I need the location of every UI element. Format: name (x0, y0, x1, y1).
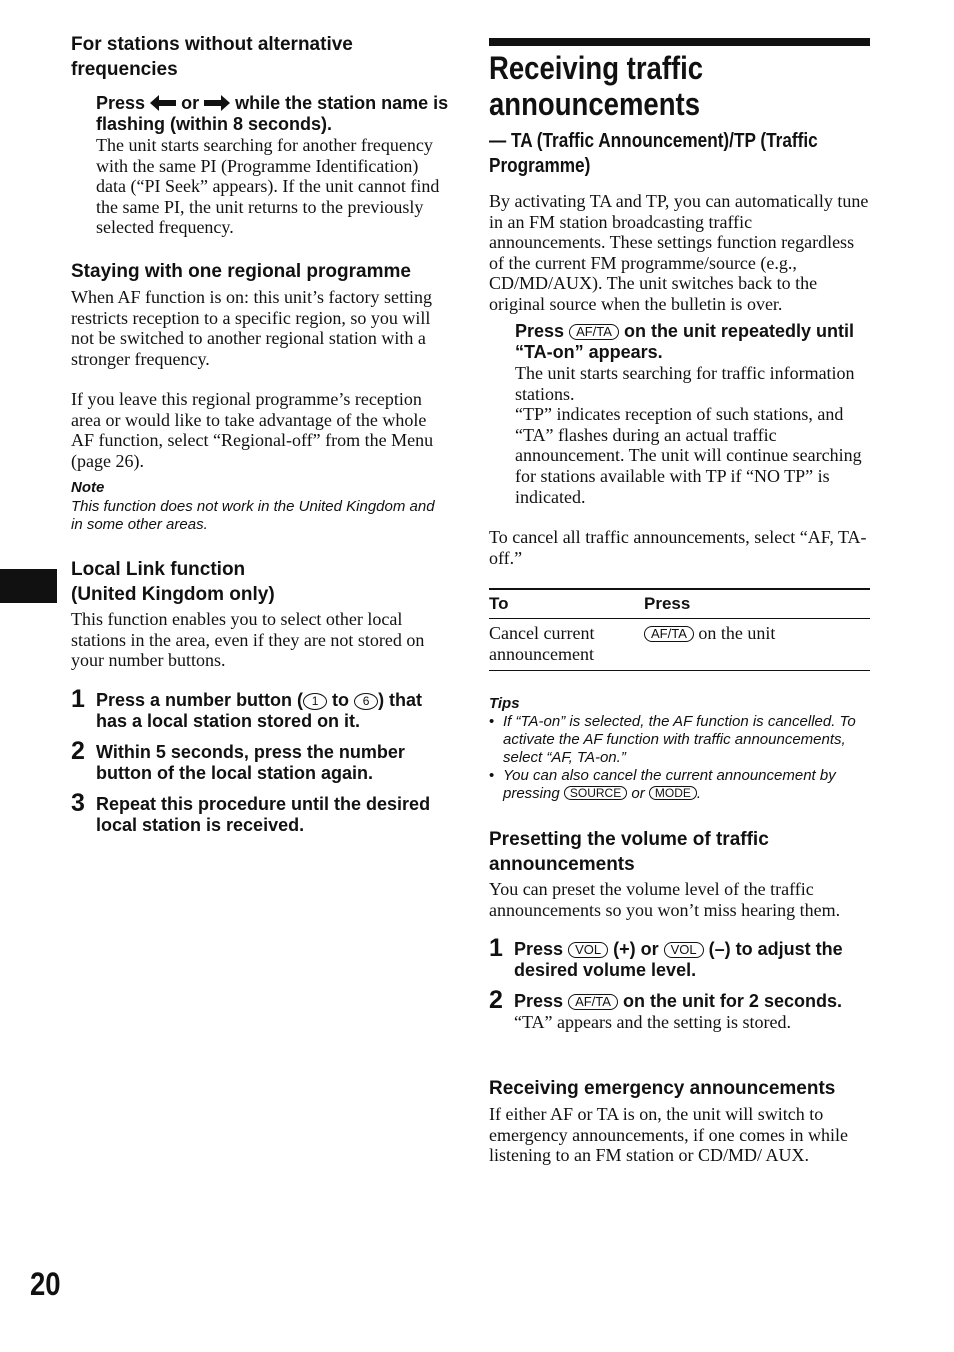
heading-preset-volume: Presetting the volume of traffic announcements (489, 829, 769, 875)
local-link-step-2 (71, 737, 451, 784)
page-title (489, 50, 870, 122)
step-text-rest: (–) to adjust the desired volume level. (514, 939, 843, 980)
step-text: Repeat this procedure until the desired local station is received. (96, 794, 431, 835)
preset-volume-body: You can preset the volume level of the traffic announcements so you won’t miss hearing them. (489, 879, 841, 920)
step-plus-or: (+) or (613, 939, 659, 959)
af-ta-button: AF/TA (644, 626, 694, 642)
heading-no-alt-frequencies: For stations without alternative frequencies (71, 34, 353, 80)
section-tab-marker (0, 569, 57, 603)
number-button-6: 6 (354, 693, 378, 710)
local-link-step-1 (71, 685, 451, 732)
af-ta-button: AF/TA (569, 324, 619, 340)
note-label: Note (71, 479, 105, 496)
step-press-word: Press (514, 991, 564, 1011)
step-number: 1 (71, 685, 85, 713)
pi-seek-body: The unit starts searching for another frequency with the same PI (Programme Identification) data (“PI Seek” appears). If the unit cannot find the same PI, the unit returns to the previously selected frequency. (96, 135, 440, 238)
heading-local-link (71, 557, 449, 607)
tips-list (489, 713, 870, 803)
step-number: 2 (489, 986, 503, 1014)
pi-seek-instruction (96, 93, 451, 135)
page-title-line-2: announcements (489, 86, 701, 122)
mode-button: MODE (649, 786, 697, 800)
emergency-body: If either AF or TA is on, the unit will switch to emergency announcements, if one comes in while listening to an FM station or CD/MD/ AUX. (489, 1104, 849, 1166)
tip-item-2 (489, 767, 870, 803)
vol-button: VOL (664, 942, 704, 958)
tip-2-end: . (696, 785, 702, 802)
table-cell-to: Cancel current announcement (489, 619, 644, 671)
ta-on-body-2: “TP” indicates reception of such stations, and “TA” flashes during an actual traffic announcement. The unit will continue searching for stations available with TP if “NO TP” is indicated. (515, 404, 862, 507)
tip-2-text: You can also cancel the current announcement by pressing (503, 767, 836, 802)
right-arrow-icon (204, 95, 230, 111)
preset-step-2-body: “TA” appears and the setting is stored. (514, 1012, 791, 1032)
cancel-table (489, 588, 870, 671)
table-header-press: Press (644, 589, 870, 619)
instruction-or-word: or (181, 93, 200, 113)
instruction-press-word: Press (515, 321, 565, 341)
page-subtitle: — TA (Traffic Announcement)/TP (Traffic Programme) (489, 130, 818, 177)
pi-seek-block (96, 93, 451, 238)
title-rule (489, 38, 870, 46)
source-button: SOURCE (564, 786, 627, 800)
step-press-word: Press (514, 939, 564, 959)
af-ta-button: AF/TA (568, 994, 618, 1010)
left-arrow-icon (150, 95, 176, 111)
regional-para-2: If you leave this regional programme’s reception area or would like to take advantage of the whole AF function, select “Regional-off” from the Menu (page 26). (71, 389, 434, 471)
preset-step-1 (489, 934, 870, 981)
ta-on-block (515, 321, 870, 507)
ta-tp-intro: By activating TA and TP, you can automatically tune in an FM station broadcasting traffic announcements. These settings function regardless of the current FM programme/source (e.g., CD/MD/AUX). The unit switches back to the original source when the bulletin is over. (489, 191, 869, 314)
note-text: This function does not work in the United Kingdom and in some other areas. (71, 498, 435, 533)
local-link-title: Local Link function (71, 559, 246, 580)
step-text-mid: to (332, 690, 350, 710)
local-link-step-3 (71, 789, 451, 836)
page-number: 20 (30, 1266, 61, 1302)
preset-step-2 (489, 986, 870, 1033)
table-cell-press (644, 619, 870, 671)
vol-button: VOL (568, 942, 608, 958)
tip-2-or: or (631, 785, 645, 802)
step-text-post: ) that has a local station stored on it. (96, 690, 423, 731)
table-row (489, 619, 870, 671)
preset-step-2-instruction (514, 991, 870, 1012)
heading-regional-programme: Staying with one regional programme (71, 261, 411, 282)
step-number: 3 (71, 789, 85, 817)
regional-para-1: When AF function is on: this unit’s factory setting restricts reception to a specific region, so you will not be switched to another regional station with a stronger frequency. (71, 287, 432, 369)
ta-on-body-1: The unit starts searching for traffic information stations. (515, 363, 855, 404)
cancel-text: To cancel all traffic announcements, select “AF, TA-off.” (489, 527, 867, 568)
tip-item-1: • If “TA-on” is selected, the AF function is cancelled. To activate the AF function with traffic announcements, select “AF, TA-on.” (489, 713, 870, 767)
step-number: 2 (71, 737, 85, 765)
instruction-press-word: Press (96, 93, 146, 113)
table-header-to: To (489, 589, 644, 619)
instruction-rest: while the station name is flashing (within 8 seconds). (96, 93, 449, 134)
step-text-pre: Press a number button ( (96, 690, 304, 710)
step-text-rest: on the unit for 2 seconds. (622, 991, 842, 1011)
heading-emergency: Receiving emergency announcements (489, 1078, 836, 1099)
local-link-body: This function enables you to select other local stations in the area, even if they are not stored on your number buttons. (71, 609, 425, 671)
step-text: Within 5 seconds, press the number button of the local station again. (96, 742, 405, 783)
page-title-line-1: Receiving traffic (489, 50, 704, 86)
instruction-rest: on the unit repeatedly until “TA-on” appears. (515, 321, 854, 362)
local-link-subtitle: (United Kingdom only) (71, 584, 275, 605)
number-button-1: 1 (303, 693, 327, 710)
table-cell-rest: on the unit (698, 623, 776, 643)
step-number: 1 (489, 934, 503, 962)
tips-label: Tips (489, 695, 520, 712)
ta-on-instruction (515, 321, 870, 363)
